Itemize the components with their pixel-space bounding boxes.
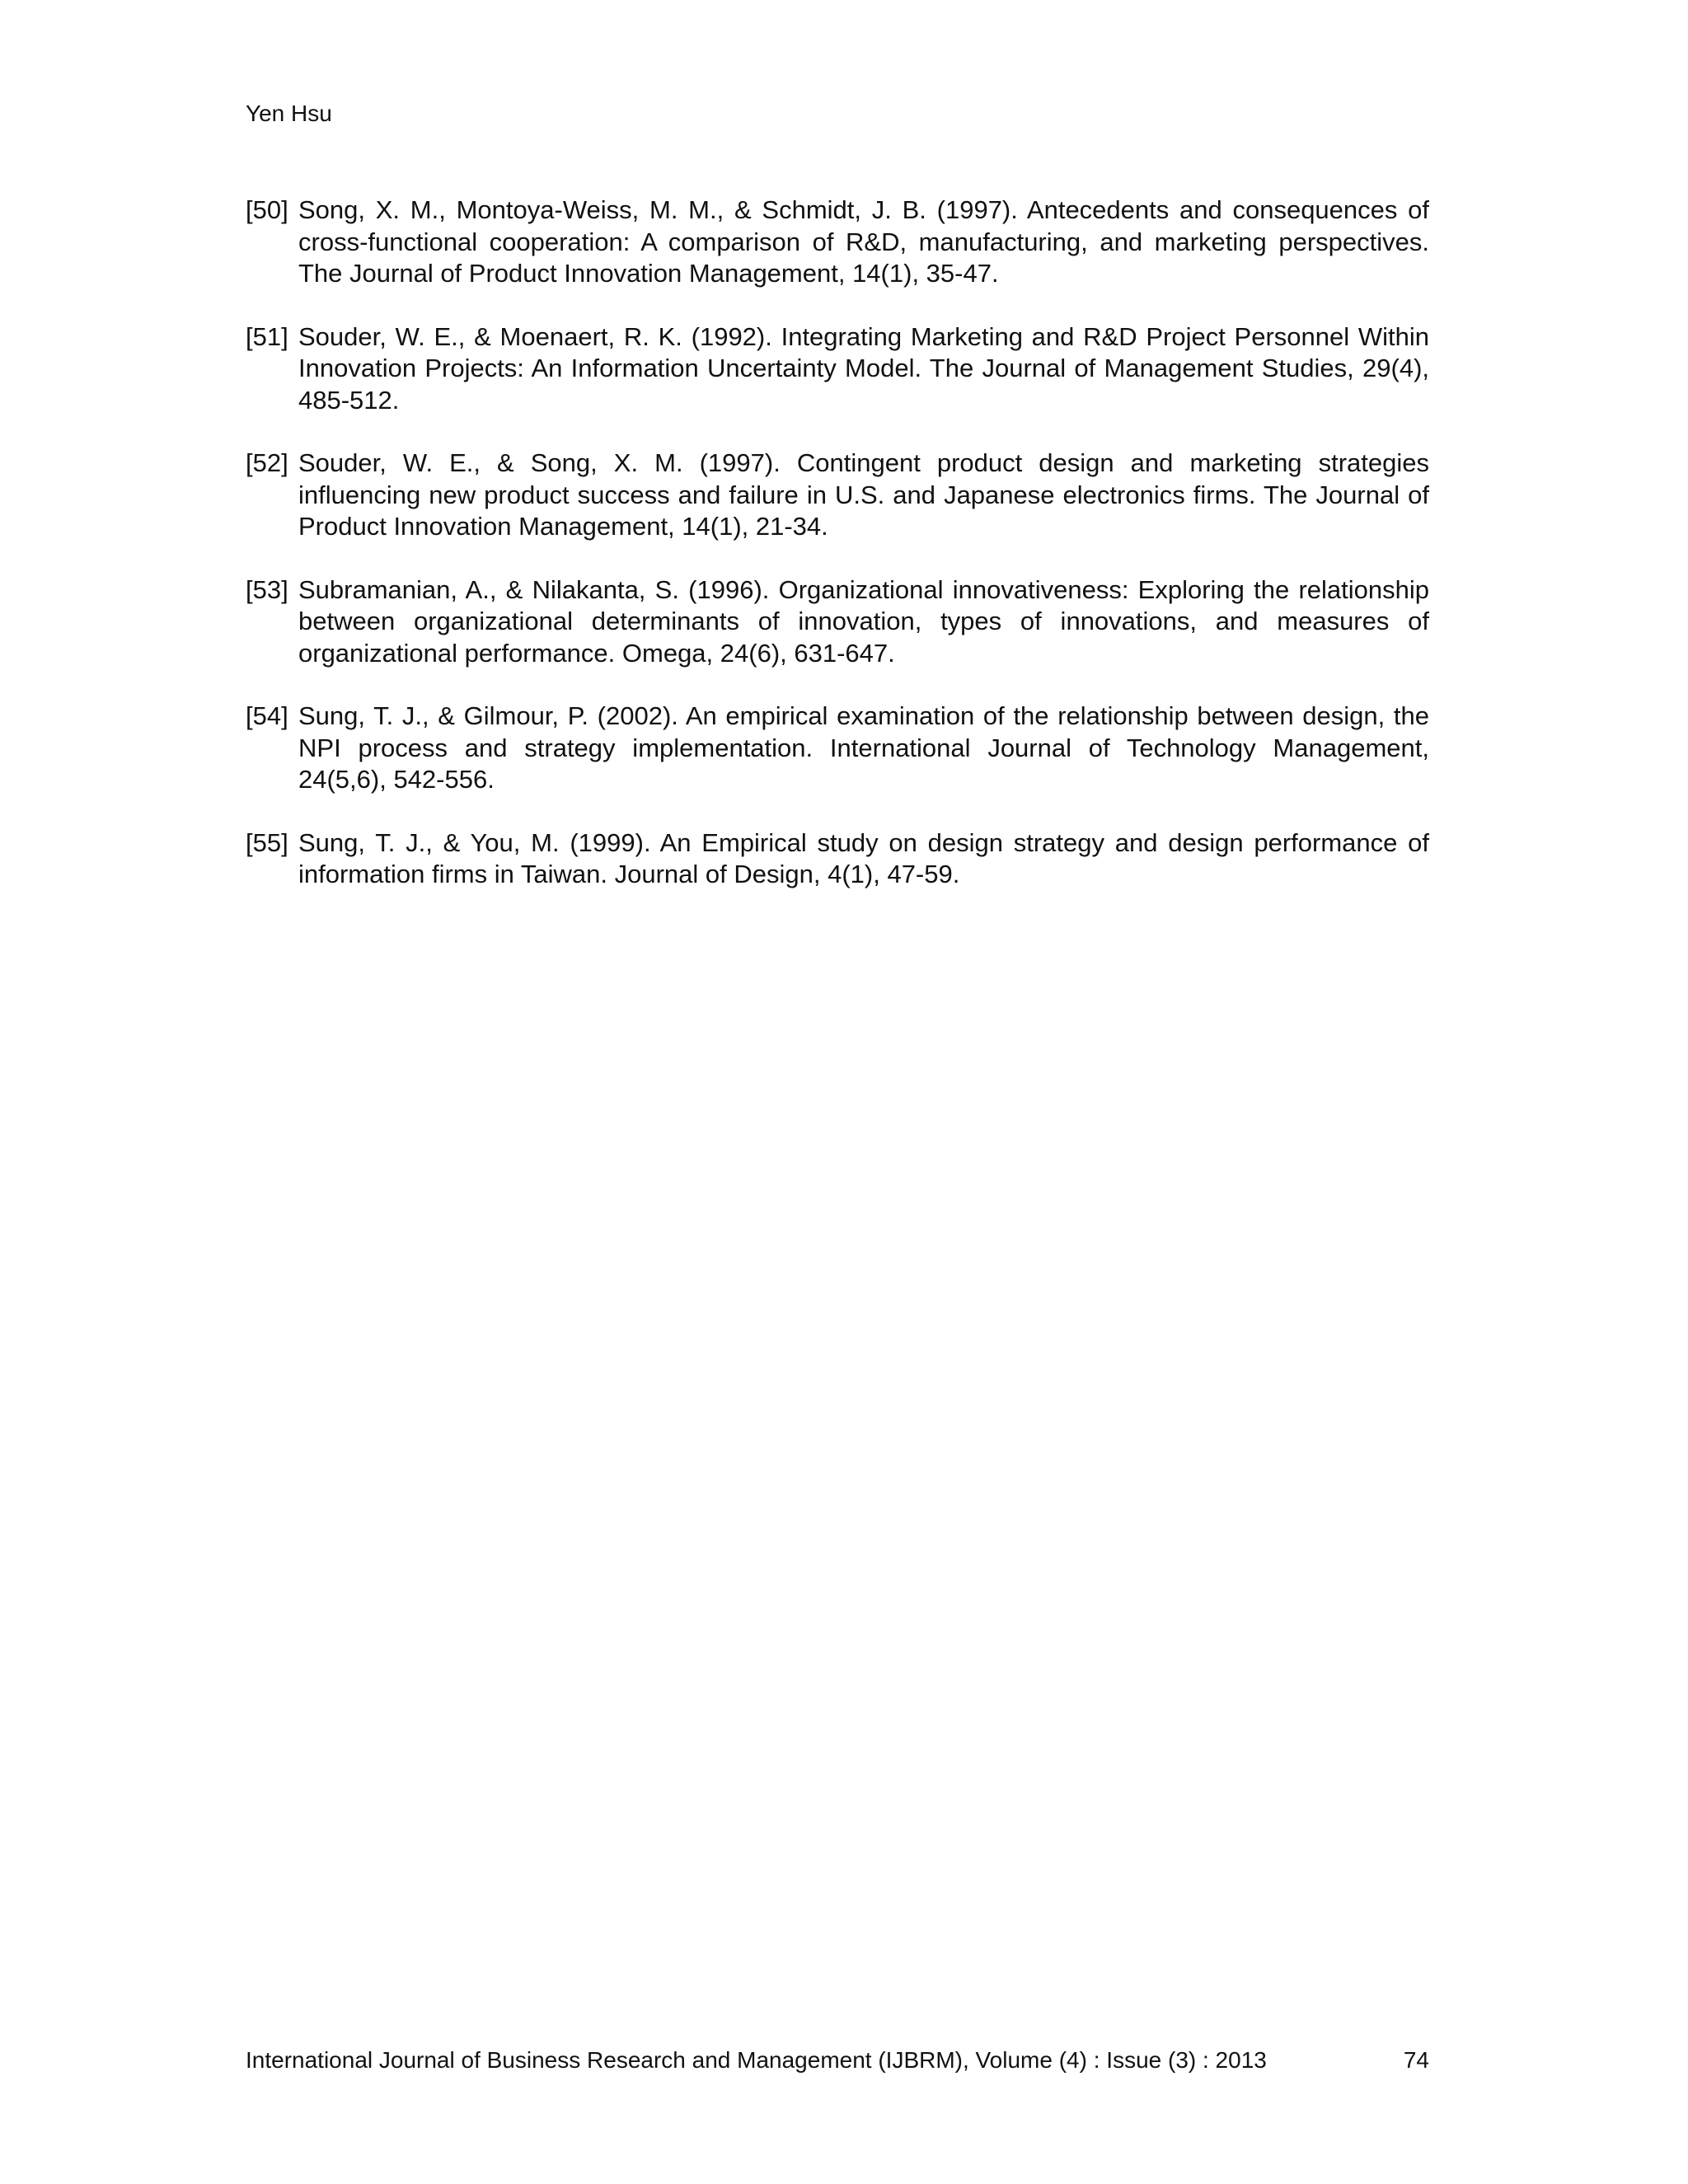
reference-text: Sung, T. J., & Gilmour, P. (2002). An empirical examination of the relationship between design, the NPI process and strategy implementation. International Journal of Technology Management, 24(5,6), 542-556. [298, 701, 1429, 794]
reference-item [246, 701, 1429, 796]
reference-number: [53] [246, 574, 288, 604]
reference-number: [52] [246, 448, 288, 477]
running-head: Yen Hsu [246, 101, 332, 126]
footer-journal-citation: International Journal of Business Research and Management (IJBRM), Volume (4) : Issue (3) : 2013 [246, 2047, 1267, 2073]
reference-number: [51] [246, 321, 288, 351]
reference-item [246, 194, 1429, 290]
reference-text: Souder, W. E., & Song, X. M. (1997). Contingent product design and marketing strategies influencing new product success and failure in U.S. and Japanese electronics firms. The Journal of Product Innovation Management, 14(1), 21-34. [298, 448, 1429, 541]
reference-item [246, 827, 1429, 891]
reference-text: Souder, W. E., & Moenaert, R. K. (1992). Integrating Marketing and R&D Project Personnel Within Innovation Projects: An Information Uncertainty Model. The Journal of Management Studies, 29(4), 485-512. [298, 321, 1429, 415]
reference-text: Song, X. M., Montoya-Weiss, M. M., & Schmidt, J. B. (1997). Antecedents and consequences of cross-functional cooperation: A comparison of R&D, manufacturing, and marketing perspectives. The Journal of Product Innovation Management, 14(1), 35-47. [298, 195, 1429, 288]
reference-number: [55] [246, 827, 288, 857]
reference-text: Subramanian, A., & Nilakanta, S. (1996). Organizational innovativeness: Exploring the relationship between organizational determinants of innovation, types of innovations, and measures of organizational performance. Omega, 24(6), 631-647. [298, 574, 1429, 668]
reference-number: [54] [246, 701, 288, 730]
page-footer [246, 2046, 1429, 2079]
reference-text: Sung, T. J., & You, M. (1999). An Empirical study on design strategy and design performance of information firms in Taiwan. Journal of Design, 4(1), 47-59. [298, 827, 1429, 888]
reference-item [246, 321, 1429, 417]
reference-item [246, 574, 1429, 670]
reference-list [246, 194, 1429, 922]
page-number: 74 [1403, 2047, 1429, 2073]
reference-item [246, 448, 1429, 543]
reference-number: [50] [246, 195, 288, 224]
